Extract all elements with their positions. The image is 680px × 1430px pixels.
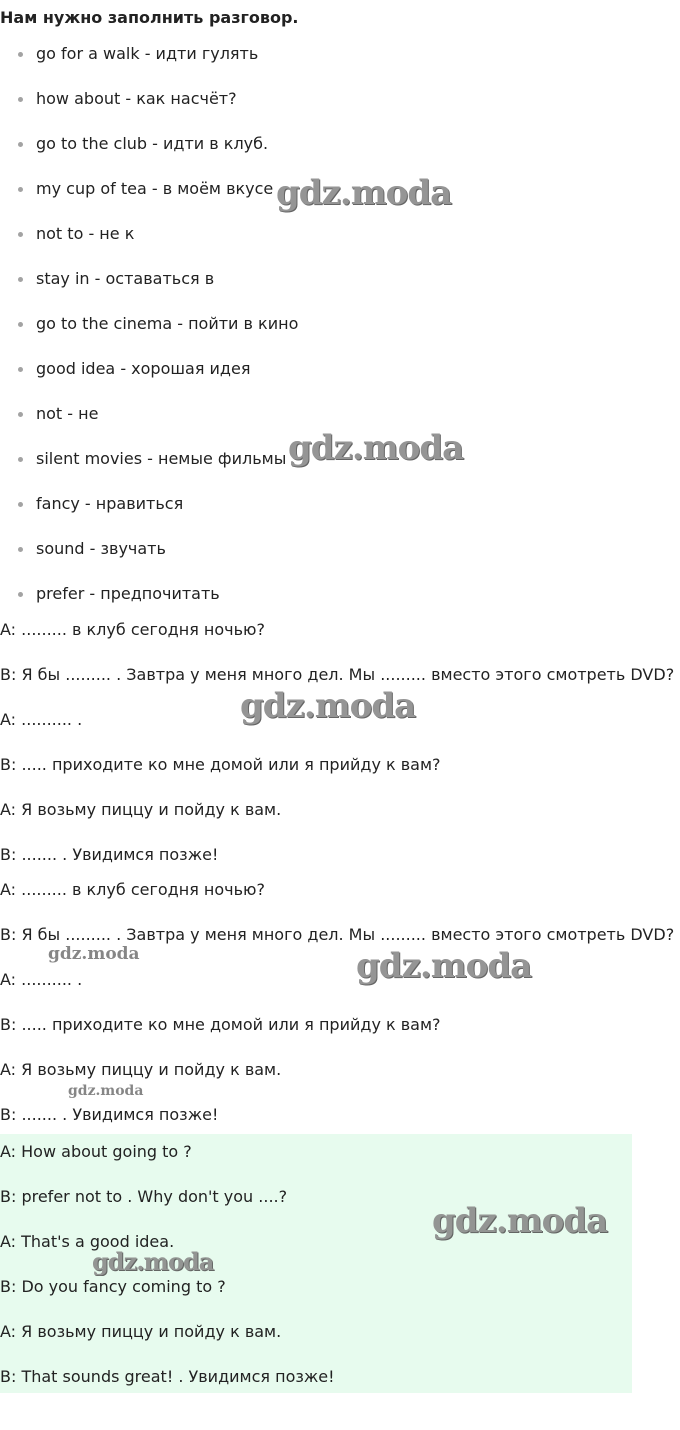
list-item: how about - как насчёт?	[0, 88, 298, 133]
answer-line: A: How about going to ?	[0, 1142, 192, 1161]
watermark: gdz.moda	[276, 173, 452, 213]
list-item: sound - звучать	[0, 538, 298, 583]
answer-line: A: Я возьму пиццу и пойду к вам.	[0, 1322, 282, 1341]
list-item: prefer - предпочитать	[0, 583, 298, 628]
dialog-template-2	[0, 879, 675, 1149]
list-item: not to - не к	[0, 223, 298, 268]
list-item: not - не	[0, 403, 298, 448]
list-item: good idea - хорошая идея	[0, 358, 298, 403]
list-item: fancy - нравиться	[0, 493, 298, 538]
page-title: Нам нужно заполнить разговор.	[0, 8, 299, 27]
dialog-line: B: ....... . Увидимся позже!	[0, 845, 219, 864]
answer-line: B: Do you fancy coming to ?	[0, 1277, 226, 1296]
dialog-line: A: Я возьму пиццу и пойду к вам.	[0, 800, 282, 819]
dialog-line: B: Я бы ......... . Завтра у меня много дел. Мы ......... вместо этого смотреть DVD?	[0, 665, 675, 684]
list-item: go to the cinema - пойти в кино	[0, 313, 298, 358]
dialog-line: B: ..... приходите ко мне домой или я прийду к вам?	[0, 1015, 441, 1034]
dialog-line: A: ......... в клуб сегодня ночью?	[0, 620, 265, 639]
watermark: gdz.moda	[240, 686, 416, 726]
list-item: go to the club - идти в клуб.	[0, 133, 298, 178]
watermark: gdz.moda	[48, 944, 140, 964]
answer-line: B: That sounds great! . Увидимся позже!	[0, 1367, 335, 1386]
dialog-line: A: Я возьму пиццу и пойду к вам.	[0, 1060, 282, 1079]
dialog-template-1	[0, 619, 675, 889]
answer-line: A: That's a good idea.	[0, 1232, 175, 1251]
watermark: gdz.moda	[288, 428, 464, 468]
dialog-line: A: .......... .	[0, 970, 83, 989]
vocab-list	[0, 43, 298, 628]
list-item: go for a walk - идти гулять	[0, 43, 298, 88]
watermark: gdz.moda	[68, 1083, 144, 1099]
answer-line: B: prefer not to . Why don't you ....?	[0, 1187, 288, 1206]
watermark: gdz.moda	[92, 1247, 214, 1276]
dialog-line: B: Я бы ......... . Завтра у меня много дел. Мы ......... вместо этого смотреть DVD?	[0, 925, 675, 944]
dialog-line: B: ....... . Увидимся позже!	[0, 1105, 219, 1124]
dialog-line: B: ..... приходите ко мне домой или я прийду к вам?	[0, 755, 441, 774]
list-item: silent movies - немые фильмы	[0, 448, 298, 493]
list-item: my cup of tea - в моём вкусе	[0, 178, 298, 223]
watermark: gdz.moda	[432, 1201, 608, 1241]
dialog-line: A: ......... в клуб сегодня ночью?	[0, 880, 265, 899]
dialog-line: A: .......... .	[0, 710, 83, 729]
watermark: gdz.moda	[356, 946, 532, 986]
list-item: stay in - оставаться в	[0, 268, 298, 313]
